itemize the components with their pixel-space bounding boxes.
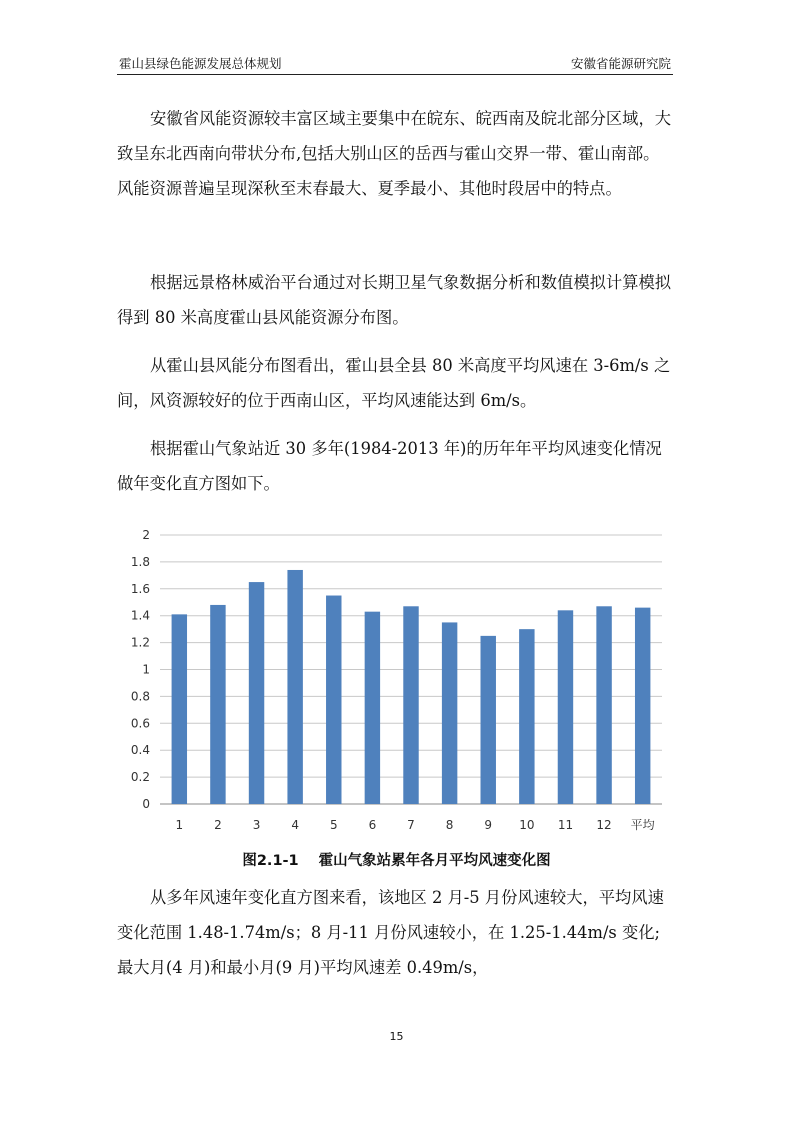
x-tick-label: 8: [445, 818, 454, 832]
y-tick-label: 0.6: [130, 716, 150, 731]
x-tick-label: 10: [519, 818, 535, 832]
header-document-title: 霍山县绿色能源发展总体规划: [119, 56, 282, 71]
y-tick-label: 0.8: [130, 689, 150, 704]
bar: [365, 612, 380, 804]
x-tick-label: 4: [291, 818, 299, 832]
bar: [249, 582, 264, 804]
paragraph-wind-speed-range: 从霍山县风能分布图看出，霍山县全县 80 米高度平均风速在 3-6m/s 之间，风资源较好的位于西南山区，平均风速能达到 6m/s。: [117, 356, 671, 410]
y-tick-label: 1.4: [130, 608, 150, 623]
page-header: [117, 52, 673, 75]
y-tick-label: 0: [142, 797, 150, 811]
x-tick-label: 3: [252, 818, 261, 832]
x-tick-label: 2: [214, 818, 222, 832]
bar: [635, 608, 650, 804]
y-tick-label: 0.2: [130, 770, 150, 785]
header-organization: 安徽省能源研究院: [570, 56, 671, 71]
bar: [519, 629, 534, 804]
y-tick-label: 1.6: [130, 581, 150, 596]
x-tick-label: 9: [484, 818, 493, 832]
bar: [287, 570, 302, 804]
x-tick-label: 6: [368, 818, 377, 832]
x-tick-label: 5: [329, 818, 338, 832]
bar: [326, 596, 341, 804]
y-tick-label: 0.4: [130, 743, 150, 758]
monthly-wind-speed-chart: [118, 522, 674, 842]
bar: [558, 610, 573, 804]
bar: [172, 614, 187, 804]
x-tick-label: 平均: [630, 818, 655, 832]
y-tick-label: 2: [142, 528, 150, 542]
bar: [481, 636, 496, 804]
y-tick-label: 1.2: [130, 635, 150, 650]
figure-number: 图2.1-1: [242, 853, 299, 869]
page-number: 15: [389, 1030, 404, 1043]
x-tick-label: 12: [596, 818, 612, 832]
figure-caption: [0, 849, 793, 870]
paragraph-wind-distribution: 安徽省风能资源较丰富区域主要集中在皖东、皖西南及皖北部分区域，大致呈东北西南向带状分布,包括大别山区的岳西与霍山交界一带、霍山南部。风能资源普遍呈现深秋至末春最大、夏季最小、其他时段居中的特点。: [117, 109, 672, 198]
x-tick-label: 1: [175, 818, 184, 832]
x-tick-label: 7: [407, 818, 415, 832]
paragraph-simulation: 根据远景格林威治平台通过对长期卫星气象数据分析和数值模拟计算模拟得到 80 米高度霍山县风能资源分布图。: [117, 273, 672, 327]
y-tick-label: 1.8: [130, 554, 150, 569]
y-tick-label: 1: [142, 662, 150, 677]
figure-title: 霍山气象站累年各月平均风速变化图: [318, 853, 551, 869]
bar: [442, 622, 457, 804]
x-tick-label: 11: [557, 818, 574, 832]
bar: [210, 605, 225, 804]
paragraph-analysis: 从多年风速年变化直方图来看，该地区 2 月-5 月份风速较大，平均风速变化范围 1.48-1.74m/s；8 月-11 月份风速较小，在 1.25-1.44m/s 变化;最大月(4 月)和最小月(9 月)平均风速差 0.49m/s，: [117, 888, 664, 977]
bar: [596, 606, 611, 804]
bar: [403, 606, 418, 804]
paragraph-station-data: 根据霍山气象站近 30 多年(1984-2013 年)的历年年平均风速变化情况做年变化直方图如下。: [117, 439, 662, 493]
